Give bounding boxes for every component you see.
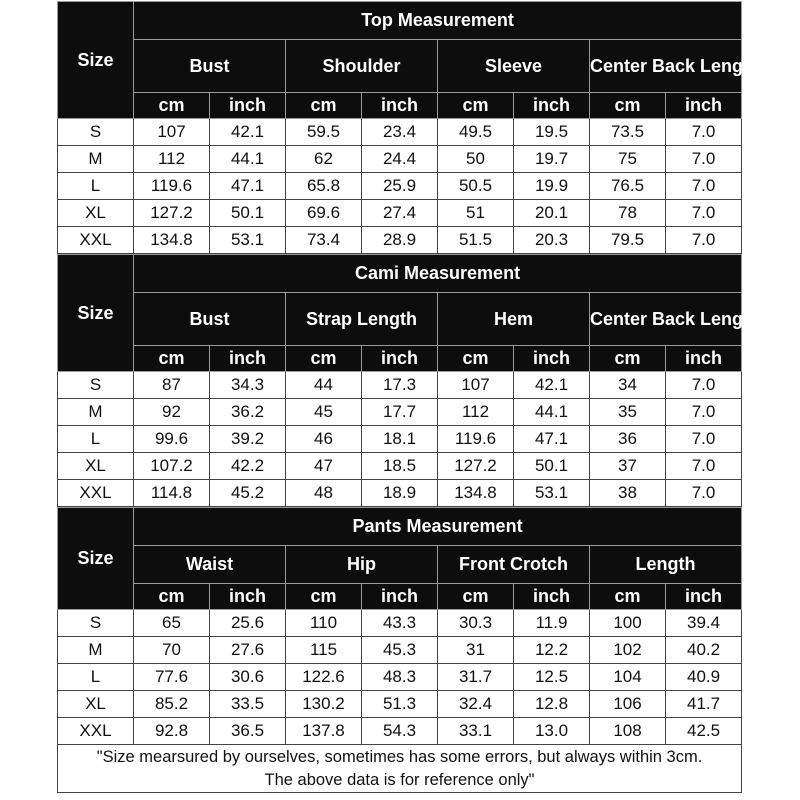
size-chart: [57, 1, 761, 793]
value-cell: 119.6: [134, 173, 210, 200]
value-cell: 50: [438, 146, 514, 173]
value-cell: 87: [134, 372, 210, 399]
value-cell: 62: [286, 146, 362, 173]
note-line-1: "Size mearsured by ourselves, sometimes has some errors, but always within 3cm.: [96, 747, 703, 766]
value-cell: 35: [590, 399, 666, 426]
table-title: Top Measurement: [134, 2, 742, 40]
value-cell: 51.5: [438, 227, 514, 254]
value-cell: 18.5: [362, 453, 438, 480]
unit-inch-header: inch: [362, 584, 438, 610]
value-cell: 69.6: [286, 200, 362, 227]
value-cell: 33.1: [438, 718, 514, 745]
measurement-group-header: Hip: [286, 546, 438, 584]
value-cell: 99.6: [134, 426, 210, 453]
unit-inch-header: inch: [210, 93, 286, 119]
value-cell: 115: [286, 637, 362, 664]
value-cell: 44.1: [210, 146, 286, 173]
size-cell: XXL: [58, 718, 134, 745]
value-cell: 12.2: [514, 637, 590, 664]
value-cell: 27.4: [362, 200, 438, 227]
value-cell: 33.5: [210, 691, 286, 718]
value-cell: 108: [590, 718, 666, 745]
value-cell: 40.2: [666, 637, 742, 664]
value-cell: 134.8: [438, 480, 514, 507]
value-cell: 7.0: [666, 227, 742, 254]
unit-cm-header: cm: [286, 346, 362, 372]
table-row: [58, 691, 742, 718]
measurement-group-header: Length: [590, 546, 742, 584]
value-cell: 104: [590, 664, 666, 691]
value-cell: 42.1: [210, 119, 286, 146]
table-row: [58, 372, 742, 399]
measurement-group-header: Hem: [438, 293, 590, 346]
measurement-group-header: Bust: [134, 293, 286, 346]
measurement-group-header: Center Back Length: [590, 293, 742, 346]
value-cell: 107: [438, 372, 514, 399]
value-cell: 36.5: [210, 718, 286, 745]
table-row: [58, 718, 742, 745]
value-cell: 42.1: [514, 372, 590, 399]
cami-measurement-table: [57, 254, 761, 507]
value-cell: 18.9: [362, 480, 438, 507]
size-cell: L: [58, 173, 134, 200]
pants-measurement-table: [57, 507, 742, 793]
value-cell: 106: [590, 691, 666, 718]
size-cell: M: [58, 637, 134, 664]
value-cell: 112: [134, 146, 210, 173]
value-cell: 44: [286, 372, 362, 399]
value-cell: 78: [590, 200, 666, 227]
unit-inch-header: inch: [666, 584, 742, 610]
size-header: Size: [58, 508, 134, 610]
value-cell: 7.0: [666, 119, 742, 146]
value-cell: 7.0: [666, 480, 742, 507]
value-cell: 7.0: [666, 146, 742, 173]
table-row: [58, 480, 742, 507]
value-cell: 39.4: [666, 610, 742, 637]
value-cell: 31: [438, 637, 514, 664]
value-cell: 25.9: [362, 173, 438, 200]
value-cell: 51.3: [362, 691, 438, 718]
value-cell: 7.0: [666, 426, 742, 453]
value-cell: 19.7: [514, 146, 590, 173]
value-cell: 12.5: [514, 664, 590, 691]
value-cell: 107: [134, 119, 210, 146]
value-cell: 17.7: [362, 399, 438, 426]
unit-inch-header: inch: [362, 93, 438, 119]
value-cell: 30.3: [438, 610, 514, 637]
value-cell: 59.5: [286, 119, 362, 146]
table-row: [58, 453, 742, 480]
value-cell: 70: [134, 637, 210, 664]
value-cell: 110: [286, 610, 362, 637]
value-cell: 47.1: [514, 426, 590, 453]
value-cell: 73.4: [286, 227, 362, 254]
unit-cm-header: cm: [134, 346, 210, 372]
value-cell: 11.9: [514, 610, 590, 637]
value-cell: 24.4: [362, 146, 438, 173]
value-cell: 39.2: [210, 426, 286, 453]
value-cell: 42.2: [210, 453, 286, 480]
size-cell: S: [58, 610, 134, 637]
value-cell: 40.9: [666, 664, 742, 691]
value-cell: 77.6: [134, 664, 210, 691]
value-cell: 28.9: [362, 227, 438, 254]
table-row: [58, 637, 742, 664]
value-cell: 65: [134, 610, 210, 637]
measurement-group-header: Strap Length: [286, 293, 438, 346]
value-cell: 38: [590, 480, 666, 507]
value-cell: 19.5: [514, 119, 590, 146]
value-cell: 114.8: [134, 480, 210, 507]
table-row: [58, 664, 742, 691]
table-row: [58, 200, 742, 227]
value-cell: 79.5: [590, 227, 666, 254]
value-cell: 7.0: [666, 173, 742, 200]
value-cell: 7.0: [666, 453, 742, 480]
value-cell: 7.0: [666, 372, 742, 399]
size-cell: XXL: [58, 480, 134, 507]
value-cell: 127.2: [438, 453, 514, 480]
unit-cm-header: cm: [134, 93, 210, 119]
value-cell: 27.6: [210, 637, 286, 664]
top-measurement-table: [57, 1, 761, 254]
unit-cm-header: cm: [438, 346, 514, 372]
measurement-group-header: Bust: [134, 40, 286, 93]
size-cell: XL: [58, 453, 134, 480]
value-cell: 18.1: [362, 426, 438, 453]
size-header: Size: [58, 255, 134, 372]
value-cell: 75: [590, 146, 666, 173]
unit-cm-header: cm: [438, 584, 514, 610]
table-row: [58, 227, 742, 254]
value-cell: 137.8: [286, 718, 362, 745]
value-cell: 7.0: [666, 399, 742, 426]
unit-cm-header: cm: [286, 584, 362, 610]
value-cell: 20.3: [514, 227, 590, 254]
value-cell: 48.3: [362, 664, 438, 691]
value-cell: 20.1: [514, 200, 590, 227]
value-cell: 54.3: [362, 718, 438, 745]
size-cell: L: [58, 664, 134, 691]
value-cell: 34: [590, 372, 666, 399]
table-row: [58, 146, 742, 173]
value-cell: 34.3: [210, 372, 286, 399]
unit-cm-header: cm: [438, 93, 514, 119]
value-cell: 85.2: [134, 691, 210, 718]
measurement-group-header: Sleeve: [438, 40, 590, 93]
size-cell: M: [58, 146, 134, 173]
value-cell: 47: [286, 453, 362, 480]
unit-cm-header: cm: [590, 346, 666, 372]
value-cell: 45.2: [210, 480, 286, 507]
value-cell: 13.0: [514, 718, 590, 745]
value-cell: 53.1: [514, 480, 590, 507]
table-row: [58, 610, 742, 637]
value-cell: 119.6: [438, 426, 514, 453]
table-title: Cami Measurement: [134, 255, 742, 293]
value-cell: 31.7: [438, 664, 514, 691]
table-row: [58, 173, 742, 200]
unit-inch-header: inch: [514, 346, 590, 372]
value-cell: 19.9: [514, 173, 590, 200]
size-cell: S: [58, 119, 134, 146]
value-cell: 51: [438, 200, 514, 227]
value-cell: 37: [590, 453, 666, 480]
value-cell: 45: [286, 399, 362, 426]
value-cell: 7.0: [666, 200, 742, 227]
value-cell: 112: [438, 399, 514, 426]
size-cell: M: [58, 399, 134, 426]
unit-cm-header: cm: [590, 584, 666, 610]
unit-cm-header: cm: [590, 93, 666, 119]
value-cell: 53.1: [210, 227, 286, 254]
unit-inch-header: inch: [514, 93, 590, 119]
value-cell: 42.5: [666, 718, 742, 745]
value-cell: 44.1: [514, 399, 590, 426]
value-cell: 25.6: [210, 610, 286, 637]
size-cell: XL: [58, 200, 134, 227]
value-cell: 134.8: [134, 227, 210, 254]
value-cell: 45.3: [362, 637, 438, 664]
value-cell: 65.8: [286, 173, 362, 200]
measurement-group-header: Shoulder: [286, 40, 438, 93]
measurement-group-header: Center Back Length: [590, 40, 742, 93]
measurement-group-header: Front Crotch: [438, 546, 590, 584]
value-cell: 17.3: [362, 372, 438, 399]
value-cell: 73.5: [590, 119, 666, 146]
value-cell: 50.1: [210, 200, 286, 227]
value-cell: 50.5: [438, 173, 514, 200]
unit-cm-header: cm: [286, 93, 362, 119]
size-cell: XXL: [58, 227, 134, 254]
value-cell: 49.5: [438, 119, 514, 146]
size-cell: S: [58, 372, 134, 399]
unit-inch-header: inch: [210, 584, 286, 610]
size-cell: XL: [58, 691, 134, 718]
value-cell: 102: [590, 637, 666, 664]
unit-inch-header: inch: [210, 346, 286, 372]
value-cell: 107.2: [134, 453, 210, 480]
value-cell: 130.2: [286, 691, 362, 718]
value-cell: 36: [590, 426, 666, 453]
value-cell: 30.6: [210, 664, 286, 691]
disclaimer-note: [58, 745, 742, 793]
unit-inch-header: inch: [666, 93, 742, 119]
table-title: Pants Measurement: [134, 508, 742, 546]
measurement-group-header: Waist: [134, 546, 286, 584]
table-row: [58, 399, 742, 426]
size-cell: L: [58, 426, 134, 453]
value-cell: 92: [134, 399, 210, 426]
unit-cm-header: cm: [134, 584, 210, 610]
value-cell: 50.1: [514, 453, 590, 480]
table-row: [58, 119, 742, 146]
value-cell: 76.5: [590, 173, 666, 200]
value-cell: 32.4: [438, 691, 514, 718]
unit-inch-header: inch: [514, 584, 590, 610]
value-cell: 41.7: [666, 691, 742, 718]
value-cell: 43.3: [362, 610, 438, 637]
value-cell: 122.6: [286, 664, 362, 691]
unit-inch-header: inch: [362, 346, 438, 372]
size-header: Size: [58, 2, 134, 119]
value-cell: 100: [590, 610, 666, 637]
value-cell: 127.2: [134, 200, 210, 227]
value-cell: 12.8: [514, 691, 590, 718]
value-cell: 46: [286, 426, 362, 453]
value-cell: 47.1: [210, 173, 286, 200]
table-row: [58, 426, 742, 453]
value-cell: 36.2: [210, 399, 286, 426]
value-cell: 92.8: [134, 718, 210, 745]
value-cell: 23.4: [362, 119, 438, 146]
unit-inch-header: inch: [666, 346, 742, 372]
value-cell: 48: [286, 480, 362, 507]
note-line-2: The above data is for reference only": [264, 770, 535, 789]
